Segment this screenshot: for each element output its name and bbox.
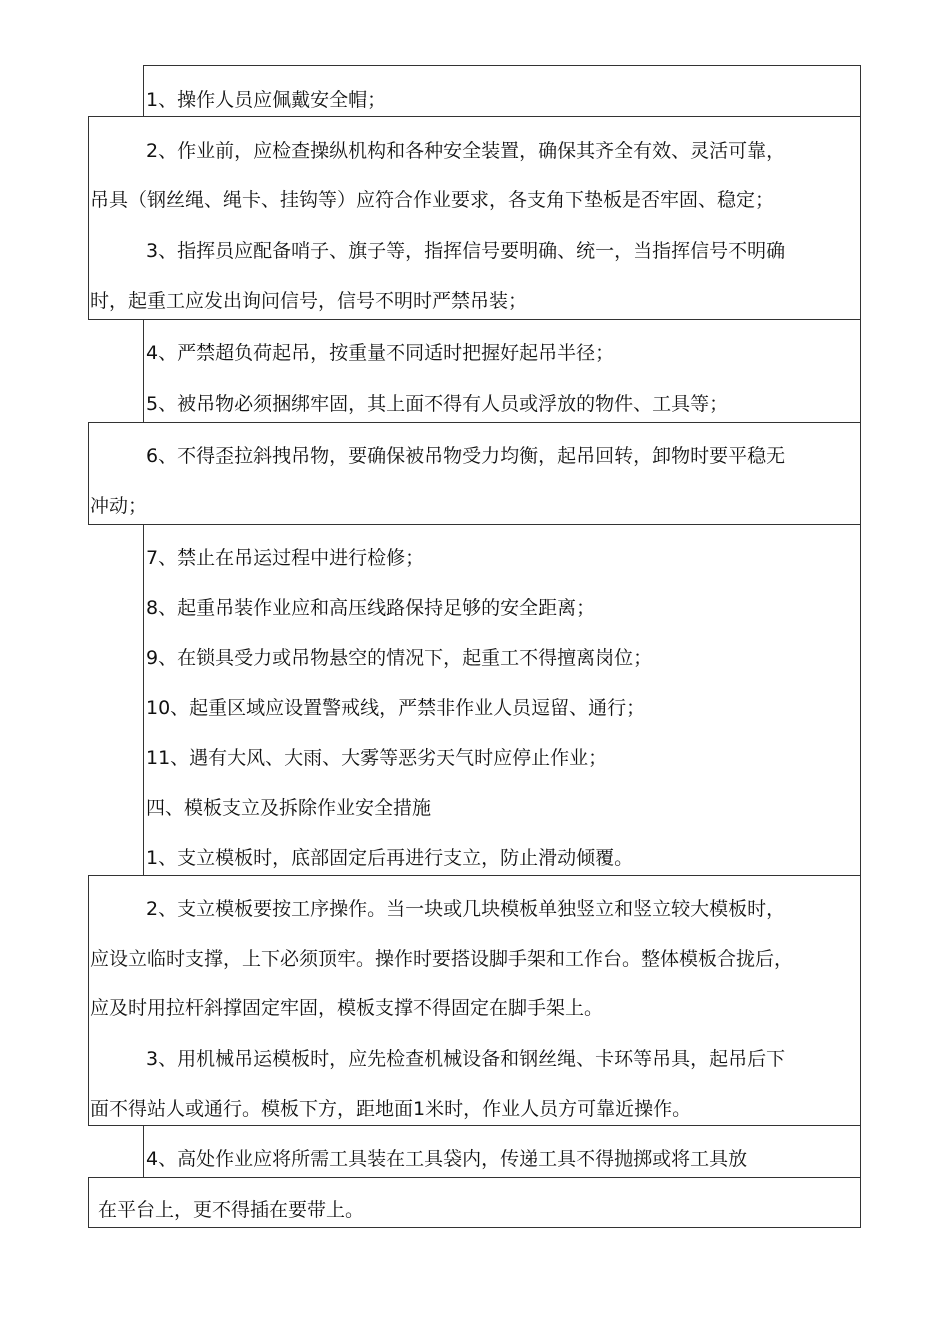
text-line: 在平台上，更不得插在要带上。 [98,1199,365,1221]
text-box-4 [88,422,861,525]
text-line: 3、指挥员应配备哨子、旗子等，指挥信号要明确、统一，当指挥信号不明确 [146,240,786,262]
text-line: 吊具（钢丝绳、绳卡、挂钩等）应符合作业要求，各支角下垫板是否牢固、稳定； [90,189,775,211]
text-line: 应及时用拉杆斜撑固定牢固，模板支撑不得固定在脚手架上。 [90,997,604,1019]
text-line: 4、严禁超负荷起吊，按重量不同适时把握好起吊半径； [146,342,615,364]
text-line: 应设立临时支撑，上下必须顶牢。操作时要搭设脚手架和工作台。整体模板合拢后， [90,948,794,970]
text-line: 3、用机械吊运模板时，应先检查机械设备和钢丝绳、卡环等吊具，起吊后下 [146,1048,786,1070]
text-line: 4、高处作业应将所需工具装在工具袋内，传递工具不得抛掷或将工具放 [146,1148,748,1170]
text-line: 2、支立模板要按工序操作。当一块或几块模板单独竖立和竖立较大模板时， [146,898,786,920]
text-line: 冲动； [90,495,148,517]
text-line: 10、起重区域应设置警戒线，严禁非作业人员逗留、通行； [146,697,646,719]
text-line: 1、操作人员应佩戴安全帽； [146,89,387,111]
text-line: 6、不得歪拉斜拽吊物，要确保被吊物受力均衡，起吊回转，卸物时要平稳无 [146,445,786,467]
text-line: 7、禁止在吊运过程中进行检修； [146,547,425,569]
text-line: 5、被吊物必须捆绑牢固，其上面不得有人员或浮放的物件、工具等； [146,393,729,415]
section-heading: 四、模板支立及拆除作业安全措施 [146,797,432,819]
text-line: 时，起重工应发出询问信号，信号不明时严禁吊装； [90,290,528,312]
text-line: 1、支立模板时，底部固定后再进行支立，防止滑动倾覆。 [146,847,634,869]
text-line: 9、在锁具受力或吊物悬空的情况下，起重工不得擅离岗位； [146,647,653,669]
text-line: 面不得站人或通行。模板下方，距地面1米时，作业人员方可靠近操作。 [90,1098,692,1120]
text-line: 8、起重吊装作业应和高压线路保持足够的安全距离； [146,597,596,619]
text-line: 11、遇有大风、大雨、大雾等恶劣天气时应停止作业； [146,747,608,769]
text-line: 2、作业前，应检查操纵机构和各种安全装置，确保其齐全有效、灵活可靠， [146,140,786,162]
